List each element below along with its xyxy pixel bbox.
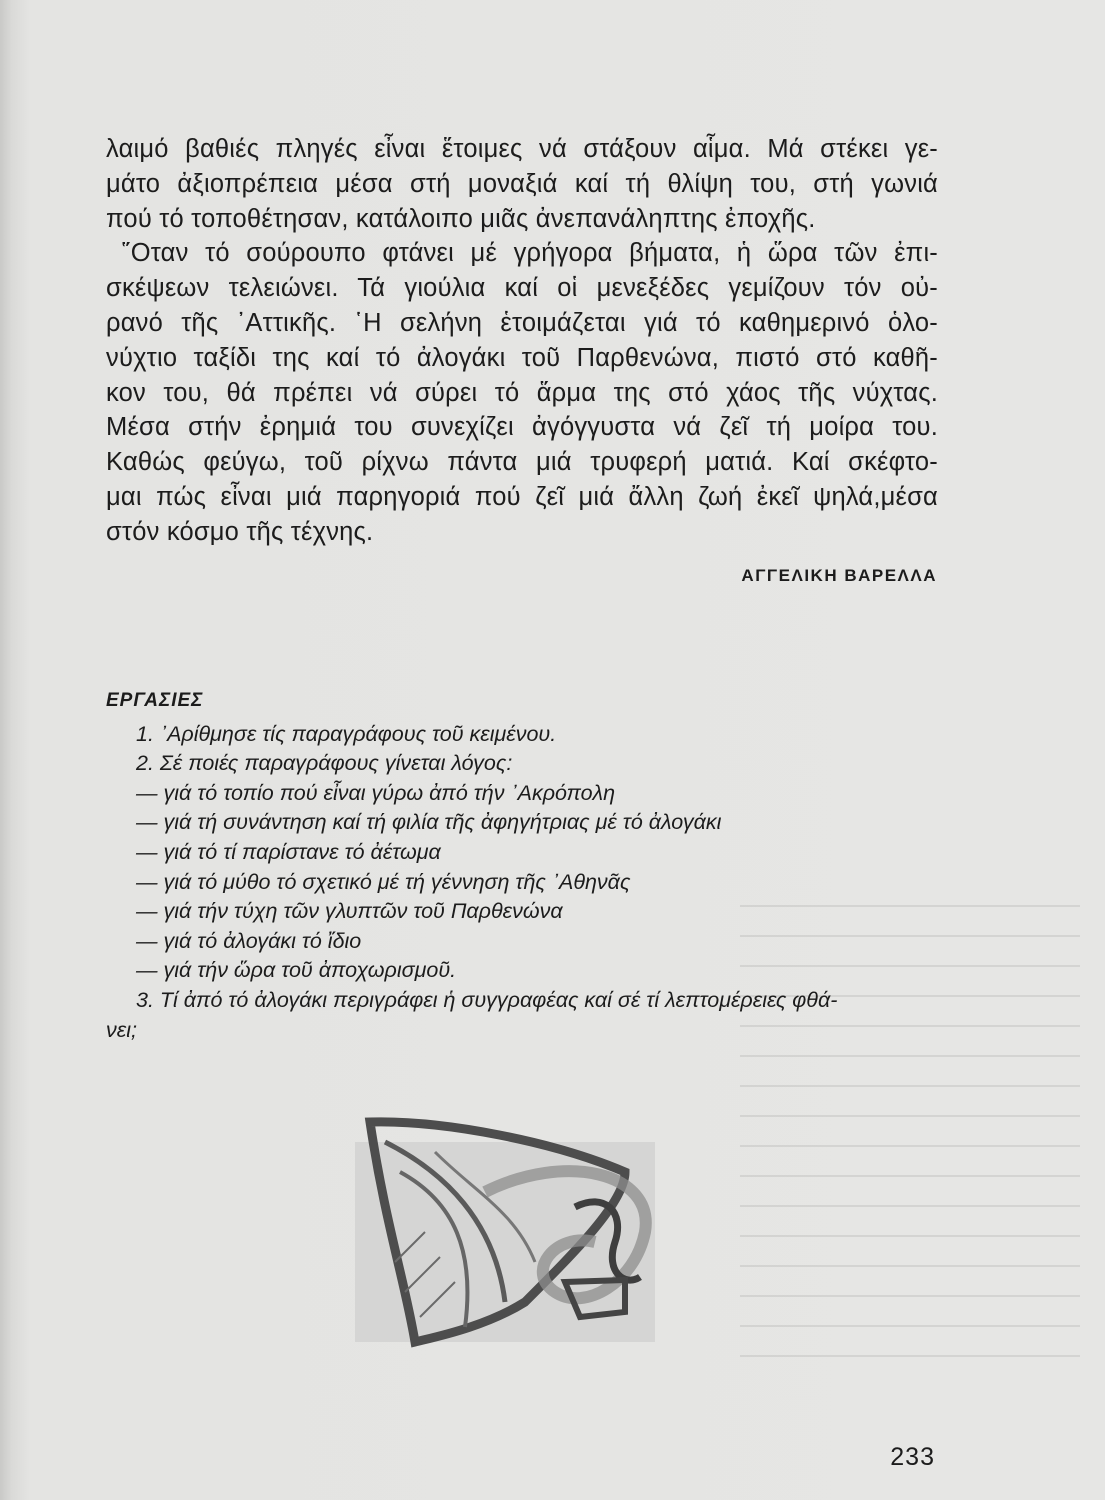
exercise-subitem: — γιά τό τοπίο πού εἶναι γύρω ἀπό τήν ᾿Ακρόπολη bbox=[136, 780, 616, 805]
text-line: σκέψεων τελειώνει. Τά γιούλια καί οἱ μενεξέδες γεμίζουν τόν οὐ- bbox=[106, 274, 938, 303]
page-number: 233 bbox=[890, 1443, 935, 1471]
exercise-subitem: — γιά τήν ὥρα τοῦ ἀποχωρισμοῦ. bbox=[136, 958, 457, 983]
horse-sketch-illustration bbox=[325, 1112, 725, 1352]
exercise-subitem: — γιά τή συνάντηση καί τή φιλία τῆς ἀφηγήτριας μέ τό ἀλογάκι bbox=[136, 810, 722, 835]
exercise-item: 1. ᾿Αρίθμησε τίς παραγράφους τοῦ κειμένου. bbox=[136, 721, 557, 746]
text-line: μαι πώς εἶναι μιά παρηγοριά πού ζεῖ μιά ἄλλη ζωή ἐκεῖ ψηλά,μέσα bbox=[106, 482, 938, 511]
exercises-heading: ΕΡΓΑΣΙΕΣ bbox=[106, 690, 204, 711]
text-line: κον του, θά πρέπει νά σύρει τό ἅρμα της στό χάος τῆς νύχτας. bbox=[106, 378, 938, 407]
exercise-item: 3. Τί ἀπό τό ἀλογάκι περιγράφει ἡ συγγραφέας καί σέ τί λεπτομέρειες φθά- bbox=[136, 987, 838, 1012]
text-line: ῞Οταν τό σούρουπο φτάνει μέ γρήγορα βήματα, ἡ ὥρα τῶν ἐπι- bbox=[122, 239, 938, 268]
exercises-section bbox=[106, 686, 938, 1045]
exercise-subitem: — γιά τό μύθο τό σχετικό μέ τή γέννηση τῆς ᾿Αθηνᾶς bbox=[136, 869, 631, 894]
exercise-subitem: — γιά τό τί παρίστανε τό ἀέτωμα bbox=[136, 839, 441, 864]
exercise-item: 2. Σέ ποιές παραγράφους γίνεται λόγος: bbox=[136, 751, 513, 776]
exercise-subitem: — γιά τό ἀλογάκι τό ἴδιο bbox=[136, 928, 362, 953]
exercise-subitem: — γιά τήν τύχη τῶν γλυπτῶν τοῦ Παρθενώνα bbox=[136, 899, 563, 924]
text-line: λαιμό βαθιές πληγές εἶναι ἕτοιμες νά στάξουν αἷμα. Μά στέκει γε- bbox=[106, 135, 938, 163]
essay-text bbox=[106, 132, 938, 550]
author-name: ΑΓΓΕΛΙΚΗ ΒΑΡΕΛΛΑ bbox=[741, 566, 937, 585]
text-line: νύχτιο ταξίδι της καί τό ἀλογάκι τοῦ Παρθενώνα, πιστό στό καθῆ- bbox=[106, 343, 938, 372]
text-line: πού τό τοποθέτησαν, κατάλοιπο μιᾶς ἀνεπανάληπτης ἐποχῆς. bbox=[106, 204, 816, 233]
text-line: μάτο ἀξιοπρέπεια μέσα στή μοναξιά καί τή θλίψη του, στή γωνιά bbox=[106, 169, 938, 198]
text-line: στόν κόσμο τῆς τέχνης. bbox=[106, 517, 374, 546]
text-line: Μέσα στήν ἐρημιά του συνεχίζει ἀγόγγυστα νά ζεῖ τή μοίρα του. bbox=[106, 413, 938, 442]
exercise-item-continuation: νει; bbox=[106, 1017, 137, 1042]
text-line: Καθώς φεύγω, τοῦ ρίχνω πάντα μιά τρυφερή ματιά. Καί σκέφτο- bbox=[106, 448, 938, 477]
text-line: ρανό τῆς ᾿Αττικῆς. ῾Η σελήνη ἑτοιμάζεται γιά τό καθημερινό ὁλο- bbox=[106, 308, 938, 337]
